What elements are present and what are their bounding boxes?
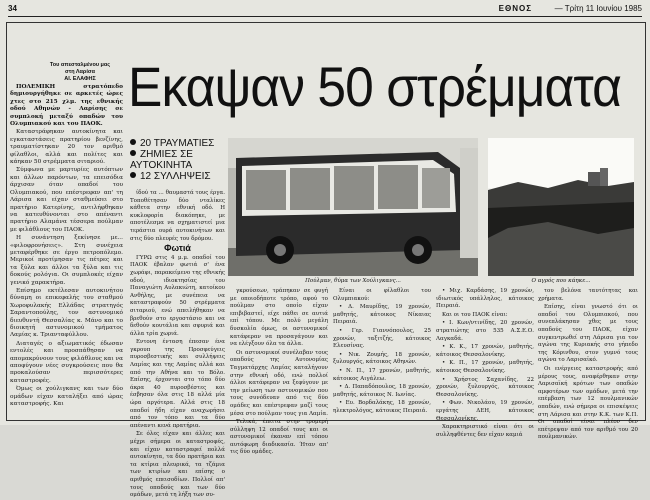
- summary-bullets: [130, 138, 225, 182]
- list-item: Και οι του ΠΑΟΚ είναι:: [442, 311, 508, 318]
- bullet-dot-icon: [130, 150, 136, 156]
- list-item: • Μιχ. Καρδάσης, 19 χρονών, ιδιωτικός υπάλληλος, κάτοικος Πειραιά.: [436, 288, 534, 310]
- byline-line: Του απεσταλμένου μας: [49, 62, 111, 68]
- lead-paragraph: Επίσημο εκτέλεσαν αυτοκινήτου δύναμη οι επικεφαλής του σταθμού Χωροφυλακής Ελλάδας στρατηγός Σαραντοπούλης, τον αστυνομικό διευθυντή Θεσσαλίας κ. Μάνο και το διοικητή αστυνομικού τμήματος Λαμίας κ. Τριανταφύλλου.: [10, 287, 123, 339]
- field-photo-caption: Ο αγρός που κάηκε...: [531, 278, 591, 284]
- article-column-1: [130, 190, 225, 499]
- bus-photo: [228, 138, 478, 276]
- list-item: • Γερ. Γιαννόπουλος, 25 χρονών, ταξιτζής, κάτοικος Ελευσίνας.: [333, 327, 431, 350]
- article-paragraph: Οι ενέργειες καταστροφής από μέρους τους, αναφέρθηκαν στην Λαρισαϊκή κρότων των οπαδών αμφοτέρων των ομάδων, μετά την επέμβαση των 12 πουλμανικών οπαδών, ενώ σήμερα οι επισκέψεις στη Λάρισα και στην Κ.Κ. των Κ.Π. Οι οπαδοί είναι πλέον δεν επέτρεψαν από τον αριθμό του 20 πουλμανικών.: [538, 365, 638, 441]
- byline-author: ΑΙ. ΕΛΑΦΗΣ: [64, 76, 96, 82]
- list-item: • Νικ. Ζουμής, 18 χρονών, ξυλουργός, κάτοικος Αθηνών.: [333, 351, 431, 366]
- bullet-text: 12 ΣΥΛΛΗΨΕΙΣ: [140, 171, 211, 182]
- byline: [40, 62, 120, 83]
- byline-line: στη Λαρίσα: [64, 69, 96, 75]
- list-item: • Κ. Κ., 17 χρονών, μαθητής, κάτοικος Θεσσαλονίκης.: [436, 344, 534, 358]
- article-paragraph: του βελόνα ταυτότητας και χρήματα.: [538, 288, 638, 302]
- bus-image: [228, 138, 478, 276]
- masthead: ΕΘΝΟΣ: [498, 4, 532, 13]
- article-column-3: [333, 288, 431, 416]
- lead-paragraph: Σύμφωνα με μαρτυρίες αυτόπτων και άλλων παρόντων, τα επεισόδια άρχισαν όταν οπαδοί του Ολυμπιακού, που επέστρεφαν απ' τη Λάρισα και είχαν σταθμεύσει στο πρατήριο Κατερίνης, αντιλήφθηκαν να κατευθύνονται στο απέναντι πρατήριο Αλαμάνα τέσσερα πούλμαν με φιλάθλους του ΠΑΟΚ.: [10, 167, 123, 233]
- list-item: Χαρακτηριστικό είναι ότι οι συλληφθέντες δεν είχαν καμιά: [436, 424, 534, 438]
- field-photo: [488, 138, 634, 276]
- list-item: • Δ. Μαυρίδης, 19 χρονών, μαθητής, κάτοικος Νίκαιας Πειραιά.: [333, 304, 431, 326]
- bullet-item: [130, 171, 225, 182]
- list-item: • Χρήστος Σαχανίδης, 22 χρονών, ξυλουργός, κάτοικος Θεσσαλονίκης.: [436, 376, 534, 398]
- bullet-dot-icon: [130, 139, 136, 145]
- headline: Εκαψαν 50 στρέμματα: [128, 55, 621, 118]
- article-paragraph: Τελικά, έπειτα στην τρομερή σύλληψη 12 οπαδοί τους και οι αστυνομικοί έκαναν επί τόπου αυτόφωρη διαδικασία. Ήταν απ' τις δύο ομάδες.: [230, 419, 328, 456]
- lead-paragraph: Όμως οι χούλιγκανς και των δύο ομάδων είχαν καταλήξει από ώρας καταστροφής. Και: [10, 386, 123, 408]
- article-column-2: [230, 288, 328, 456]
- bullet-item: [130, 149, 225, 171]
- list-item: • Δ. Παπαδόπουλος, 18 χρονών, μαθητής, κάτοικος Ν. Ιωνίας.: [333, 384, 431, 398]
- issue-date: — Τρίτη 11 Ιουνίου 1985: [554, 4, 642, 13]
- lead-paragraph: Διαταγές ο αξιωματικός έδωσαν εντολές και προσπάθησαν να απομακρύνουν τους φιλάθλους και να αποφύγουν νέες συγκρούσεις που θα προκαλούσαν περισσότερες καταστροφές.: [10, 340, 123, 384]
- bullet-text: 20 ΤΡΑΥΜΑΤΙΕΣ: [140, 138, 215, 149]
- article-paragraph: γκρούσεων, τράπηκαν σε φυγή με οποιοδήποτε τρόπο, αφού το πούλμαν στο οποίο είχαν επιβιβαστεί, είχε πάθει σε αυτιά επί τόπου. Με πολύ μεγάλη δυσκολία όμως, οι αστυνομικοί κατάφεραν να προσαγάγουν και να ελέγξουν όλα τα άλλα.: [230, 288, 328, 348]
- article-paragraph: Επίσης, είναι γνωστό ότι οι οπαδοί του Ολυμπιακού, που συνεπλάκησαν χθες με τους οπαδούς του ΠΑΟΚ, είχαν συγκεντρωθεί στη Λάρισα για τον αγώνα της Κυριακής στο γήπεδο της Κόρινθου, στον γυμνό τους αγώνα το Λαρισαϊκό.: [538, 304, 638, 364]
- article-column-4: [436, 288, 534, 438]
- bus-photo-caption: Πούλμαν, θύμα των Χούλιγκανς...: [305, 278, 401, 284]
- bullet-item: [130, 138, 225, 149]
- article-paragraph: Σε όλες είχαν και άλλες και μέχρι σήμερα οι καταστροφές, και είχαν καταστραφεί πολλά αυτοκίνητα, τα δύο πρατήρια και τα κτίρια πλευρικά, τα τζάμια των κτιρίων και επίσης ο αριθμός επεισοδίων. Πολλοί απ' τους οπαδούς και των δύο ομάδων, μετά τη λήξη των συ-: [130, 431, 225, 499]
- article-paragraph: ΓΥΡΩ στις 4 μ.μ. οπαδοί του ΠΑΟΚ έβαλαν φωτιά σ' ένα χωράφι, παρακείμενο της εθνικής οδού, ιδιοκτησίας του Παναγιώτη Αυλακιώτη, κατοίκου Ανθήλης, με συνέπεια να καταστραφούν 50 στρέμματα σιταριού, ενώ απειλήθηκαν να βρεθούν στο εργοστάσιο και να δεθούν κουτάλια και σφυριά και άλλα τρία χωριά.: [130, 254, 225, 337]
- page-header: [8, 4, 642, 17]
- list-item: • Κ. Π., 17 χρονών, μαθητής, κάτοικος Θεσσαλονίκης.: [436, 360, 534, 374]
- lead-paragraph: Καταστράφηκαν αυτοκίνητα και εγκαταστάσεις πρατηρίου βενζίνης, τραυματίστηκαν 20 τον αριθμό φίλαθλοι, αλλά και πολίτες και κάηκαν 50 στρέμματα σιταριού.: [10, 129, 123, 166]
- bullet-text: ΖΗΜΙΕΣ ΣΕ ΑΥΤΟΚΙΝΗΤΑ: [130, 149, 193, 171]
- lead-column: [10, 84, 123, 416]
- article-paragraph: ίδού τα ... θαυμαστά τους έργα. Τοποθέτησαν δύο νταλίκες κάθετα στην εθνική οδό. Η κυκλοφορία διακόπηκε, με αποτέλεσμα να σχηματιστεί μια τεράστια ουρά αυτοκινήτων και στις δύο πλευρές του δρόμου.: [130, 190, 225, 242]
- lead-paragraph: ΠΟΛΕΜΙΚΗ στρατόπεδο δημιουργήθηκε σε αρκετές ώρες χτες στο 215 χλμ. της εθνικής οδού Αθηνών - Λαρίσης σε συμπλοκή μεταξύ οπαδών του Ολυμπιακού και του ΠΑΟΚ.: [10, 84, 123, 128]
- page-number: 34: [8, 4, 17, 13]
- list-item: Είναι οι φίλαθλοι του Ολυμπιακού:: [333, 288, 431, 302]
- bullet-dot-icon: [130, 172, 136, 178]
- list-item: • Ευ. Βορδαλάκης, 18 χρονών, ηλεκτρολόγος, κάτοικος Πειραιά.: [333, 400, 431, 414]
- lead-paragraph: Η συνάντηση ξεκίνησε με... «φιλοφρονήσεις». Στη συνέχεια μεταφέρθηκε σε έργο πετροπόλεμο. Μερικοί προτίμησαν τις πέτρες και τα ξύλα και άλλοι τα ξύλα και τις δοκούς ρολόγια. Οι συμπλοκές είχαν γενικό χαρακτήρα.: [10, 235, 123, 286]
- list-item: • Ι. Κων/ντινίδης, 20 χρονών, στρατιώτης στο 535 Α.Σ.Ε.Ο. Λαγκαδά.: [436, 320, 534, 342]
- list-item: • Φων. Νικολάου, 19 χρονών, εργάτης ΔΕΗ, κάτοικος Θεσσαλονίκης.: [436, 400, 534, 422]
- article-column-5: [538, 288, 638, 441]
- article-paragraph: Εντονη ένταση έπεσαν ένα γκρουπ της Προσφεύγεις πυροσβεστικής και συλλήψεις Λαμίας και της Λαμίας αλλά και από την Αθήνα και το Βόλο. Επίσης, έρχονται στο τόπο δύο άκρα 40 πυροσβέστες και έσβησαν όλα στις 18 αλλά μία ώρα αργότερα. Αλλά στις 18 οπαδοί ήδη είχαν αναχωρήσει από τον τόπο και τα δύο απέναντι κενά πρατήρια.: [130, 339, 225, 429]
- article-paragraph: Οι αστυνομικοί συνέλαβαν τους οπαδούς της Αυτονομίας Ταγματάρχης Λαμίας καταλήγουν στην εθνική οδό, ενώ πολλοί άλλοι κατάφεραν να ξεφύγουν με την μείωση των αστυνομικών που τους συνόδευαν από τις δύο ομάδες και επέστρεφαν μαζί τους μέσα στο πούλμαν τους για Λαμία.: [230, 349, 328, 417]
- field-image: [488, 138, 634, 276]
- section-subhead: Φωτιά: [164, 243, 191, 254]
- list-item: • Ν. Π., 17 χρονών, μαθητής, κάτοικος Αιγάλεω.: [333, 367, 431, 382]
